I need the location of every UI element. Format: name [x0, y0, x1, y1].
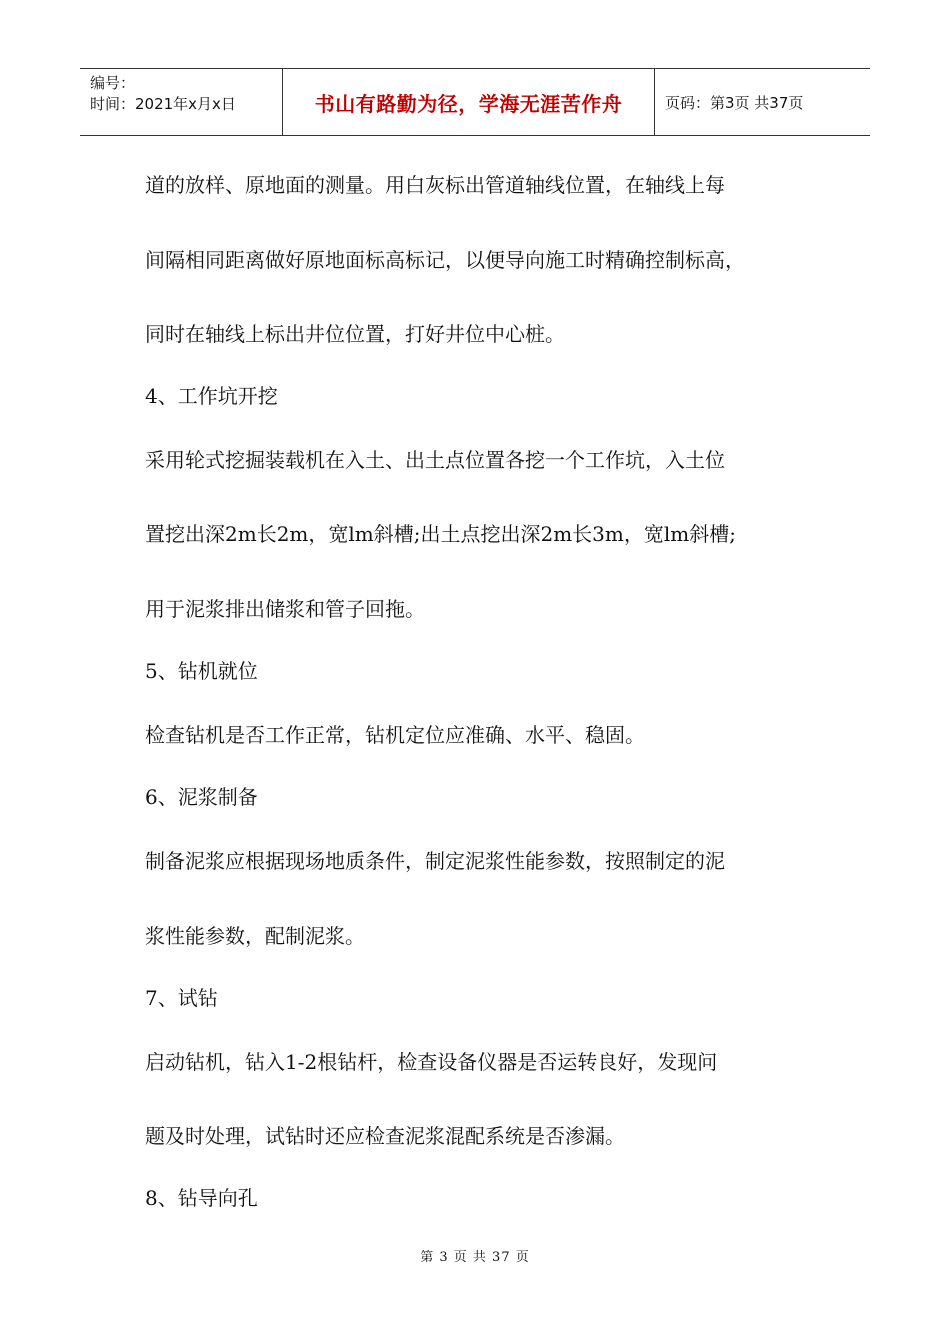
body-line: 浆性能参数，配制泥浆。 [145, 924, 365, 948]
body-line: 启动钻机，钻入1-2根钻杆，检查设备仪器是否运转良好，发现问 [145, 1050, 718, 1074]
body-line: 道的放样、原地面的测量。用白灰标出管道轴线位置，在轴线上每 [145, 173, 725, 197]
body-line: 制备泥浆应根据现场地质条件，制定泥浆性能参数，按照制定的泥 [145, 849, 725, 873]
body-line: 检查钻机是否工作正常，钻机定位应准确、水平、稳固。 [145, 723, 645, 747]
header-table [80, 68, 870, 136]
section-heading: 8、钻导向孔 [145, 1186, 258, 1210]
page-footer: 第 3 页 共 37 页 [420, 1250, 530, 1265]
document-number-label: 编号： [90, 74, 136, 92]
section-heading: 7、试钻 [145, 986, 218, 1010]
body-line: 同时在轴线上标出井位位置，打好井位中心桩。 [145, 322, 565, 346]
section-heading: 4、工作坑开挖 [145, 384, 278, 408]
body-line: 置挖出深2m长2m，宽lm斜槽;出土点挖出深2m长3m，宽lm斜槽; [145, 522, 736, 546]
body-line: 采用轮式挖掘装载机在入土、出土点位置各挖一个工作坑，入土位 [145, 448, 725, 472]
document-time-label: 时间：2021年x月x日 [90, 95, 236, 113]
body-line: 用于泥浆排出储浆和管子回拖。 [145, 597, 425, 621]
header-motto: 书山有路勤为径，学海无涯苦作舟 [282, 69, 655, 135]
section-heading: 5、钻机就位 [145, 659, 258, 683]
body-line: 间隔相同距离做好原地面标高标记，以便导向施工时精确控制标高， [145, 248, 745, 272]
header-meta-cell [80, 69, 282, 135]
section-heading: 6、泥浆制备 [145, 785, 258, 809]
header-page-info: 页码：第3页 共37页 [665, 93, 804, 112]
body-line: 题及时处理，试钻时还应检查泥浆混配系统是否渗漏。 [145, 1124, 625, 1148]
